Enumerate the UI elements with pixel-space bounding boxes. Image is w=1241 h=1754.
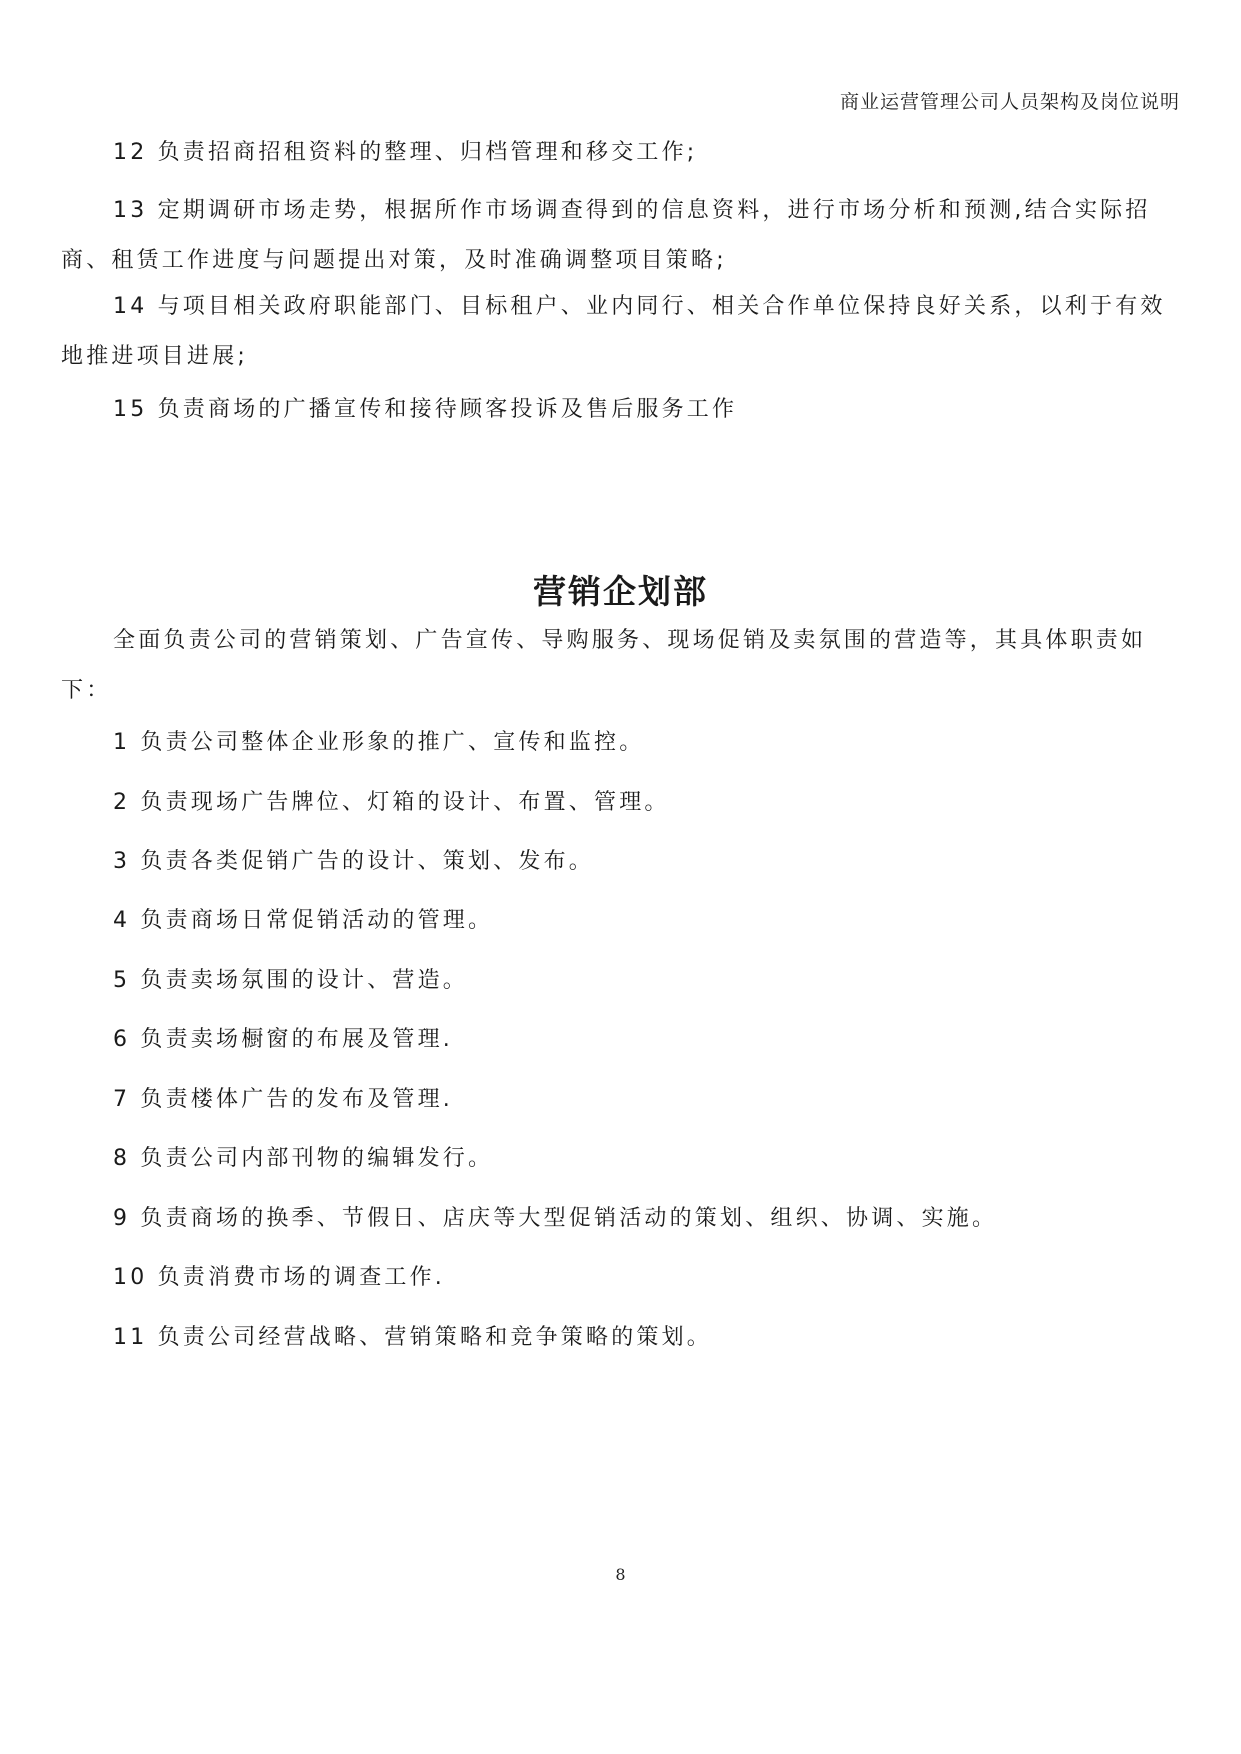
list-item: 11 负责公司经营战略、营销策略和竞争策略的策划。 [113, 1325, 712, 1350]
list-item: 10 负责消费市场的调查工作. [113, 1265, 445, 1290]
list-item: 7 负责楼体广告的发布及管理. [113, 1087, 453, 1112]
list-item: 13 定期调研市场走势，根据所作市场调查得到的信息资料，进行市场分析和预测,结合实际招商、租赁工作进度与问题提出对策，及时准确调整项目策略; [61, 198, 1151, 273]
list-item: 9 负责商场的换季、节假日、店庆等大型促销活动的策划、组织、协调、实施。 [113, 1206, 998, 1231]
list-item: 5 负责卖场氛围的设计、营造。 [113, 968, 468, 993]
list-item: 2 负责现场广告牌位、灯箱的设计、布置、管理。 [113, 790, 670, 815]
list-item: 1 负责公司整体企业形象的推广、宣传和监控。 [113, 730, 645, 755]
section-title: 营销企划部 [533, 572, 708, 611]
list-item: 8 负责公司内部刊物的编辑发行。 [113, 1146, 494, 1171]
page-header: 商业运营管理公司人员架构及岗位说明 [839, 91, 1180, 113]
list-item: 15 负责商场的广播宣传和接待顾客投诉及售后服务工作 [113, 397, 738, 422]
section-intro: 全面负责公司的营销策划、广告宣传、导购服务、现场促销及卖氛围的营造等，其具体职责如下： [61, 628, 1147, 703]
list-item: 4 负责商场日常促销活动的管理。 [113, 908, 494, 933]
list-item: 12 负责招商招租资料的整理、归档管理和移交工作; [113, 140, 698, 165]
page-number: 8 [615, 1565, 626, 1584]
list-item: 3 负责各类促销广告的设计、策划、发布。 [113, 849, 594, 874]
list-item: 14 与项目相关政府职能部门、目标租户、业内同行、相关合作单位保持良好关系，以利于有效地推进项目进展; [61, 294, 1166, 369]
list-item: 6 负责卖场橱窗的布展及管理. [113, 1027, 453, 1052]
